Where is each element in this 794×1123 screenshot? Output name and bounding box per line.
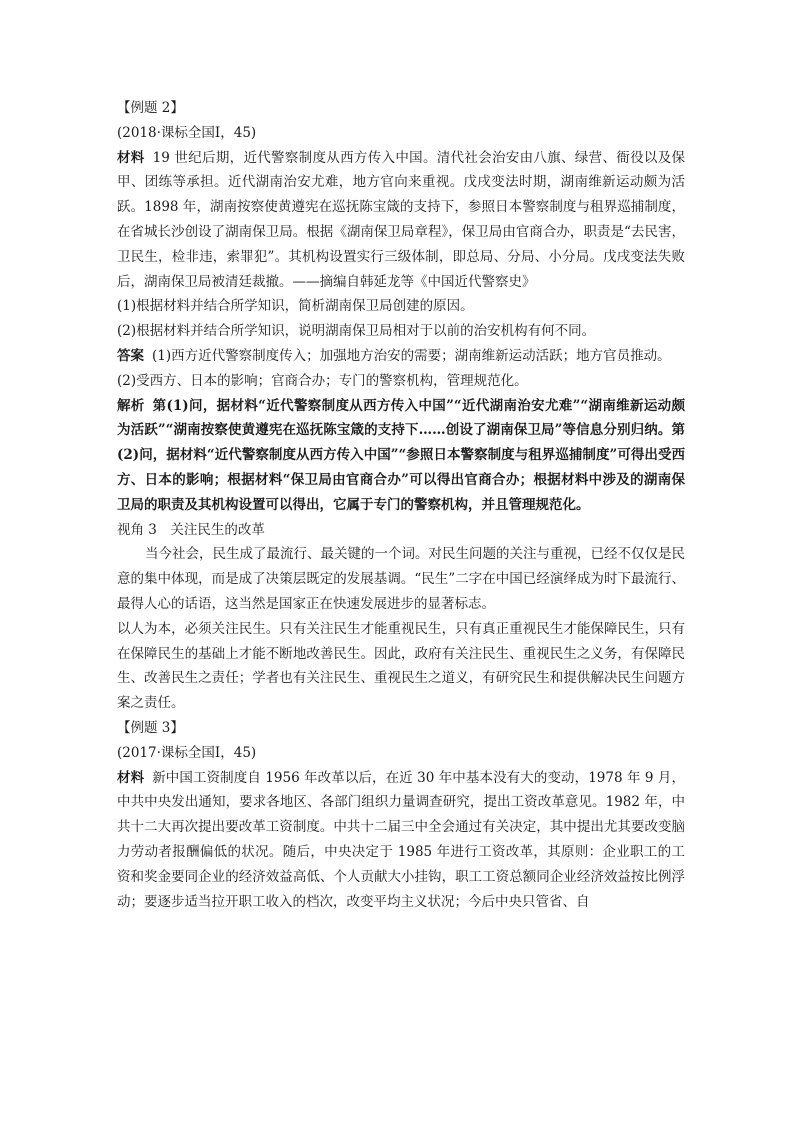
analysis-text: 第(1)问，据材料“近代警察制度从西方传入中国”“近代湖南治安尤难”“湖南维新运动颇为活跃”“湖南按察使黄遵宪在巡抚陈宝箴的支持下……创设了湖南保卫局”等信息分别归纳。第(2)问，据材料“近代警察制度从西方传入中国”“参照日本警察制度与租界巡捕制度”可得出受西方、日本的影响；根据材料“保卫局由官商合办”可以得出官商合办；根据材料中涉及的湖南保卫局的职责及其机构设置可以得出，它属于专门的警察机构，并且管理规范化。 <box>117 397 685 513</box>
perspective-3-paragraph-2: 以人为本，必须关注民生。只有关注民生才能重视民生，只有真正重视民生才能保障民生，只有在保障民生的基础上才能不断地改善民生。因此，政府有关注民生、重视民生之义务，有保障民生、改善民生之责任；学者也有关注民生、重视民生之道义，有研究民生和提供解决民生问题方案之责任。 <box>117 620 685 712</box>
answer-label: 答案 <box>117 347 144 364</box>
example-2-title: 【例题 2】 <box>117 100 184 116</box>
example-3-title: 【例题 3】 <box>117 719 184 736</box>
material-text: 19 世纪后期，近代警察制度从西方传入中国。清代社会治安由八旗、绿营、衙役以及保甲、团练等承担。近代湖南治安尤难，地方官向来重视。戊戌变法时期，湖南维新运动颇为活跃。1898 年，湖南按察使黄遵宪在巡抚陈宝箴的支持下，参照日本警察制度与租界巡捕制度，在省城长沙创设了湖南保卫局。根据《湖南保卫局章程》，保卫局由官商合办，职责是“去民害，卫民生，检非违，索罪犯”。其机构设置实行三级体制，即总局、分局、小分局。戊戌变法失败后，湖南保卫局被清廷裁撤。——摘编自韩延龙等《中国近代警察史》 <box>117 149 686 290</box>
material-label-3: 材料 <box>117 769 145 786</box>
example-3-material <box>117 766 685 915</box>
example-3-source: (2017·课标全国Ⅰ，45) <box>117 744 257 761</box>
material-text-3: 新中国工资制度自 1956 年改革以后，在近 30 年中基本没有大的变动，1978 年 9 月，中共中央发出通知，要求各地区、各部门组织力量调查研究，提出工资改革意见。1982 年，中共十二大再次提出要改革工资制度。中共十二届三中全会通过有关决定，其中提出尤其要改变脑力劳动者报酬偏低的状况。随后，中央决定于 1985 年进行工资改革，其原则：企业职工的工资和奖金要同企业的经济效益高低、个人贡献大小挂钩，职工工资总额同企业经济效益按比例浮动；要逐步适当拉开职工收入的档次，改变平均主义状况；今后中央只管省、自 <box>117 769 685 910</box>
material-label: 材料 <box>117 149 145 166</box>
example-2-source: (2018·课标全国Ⅰ，45) <box>117 124 257 141</box>
document-page <box>117 96 685 914</box>
question-1: (1)根据材料并结合所学知识，简析湖南保卫局创建的原因。 <box>117 298 474 315</box>
answer-1: (1)西方近代警察制度传入；加强地方治安的需要；湖南维新运动活跃；地方官员推动。 <box>152 347 671 364</box>
answer-block <box>117 344 685 369</box>
perspective-3-paragraph-1: 当今社会，民生成了最流行、最关键的一个词。对民生问题的关注与重视，已经不仅仅是民意的集中体现，而是成了决策层既定的发展基调。“民生”二字在中国已经演绎成为时下最流行、最得人心的话语，这当然是国家正在快速发展进步的显著标志。 <box>117 546 685 612</box>
analysis-block <box>117 394 685 518</box>
perspective-3-heading: 视角 3 关注民生的改革 <box>117 521 265 538</box>
example-2-material <box>117 146 685 295</box>
question-2: (2)根据材料并结合所学知识，说明湖南保卫局相对于以前的治安机构有何不同。 <box>117 323 596 340</box>
answer-2: (2)受西方、日本的影响；官商合办；专门的警察机构，管理规范化。 <box>117 372 528 389</box>
analysis-label: 解析 <box>117 397 145 414</box>
